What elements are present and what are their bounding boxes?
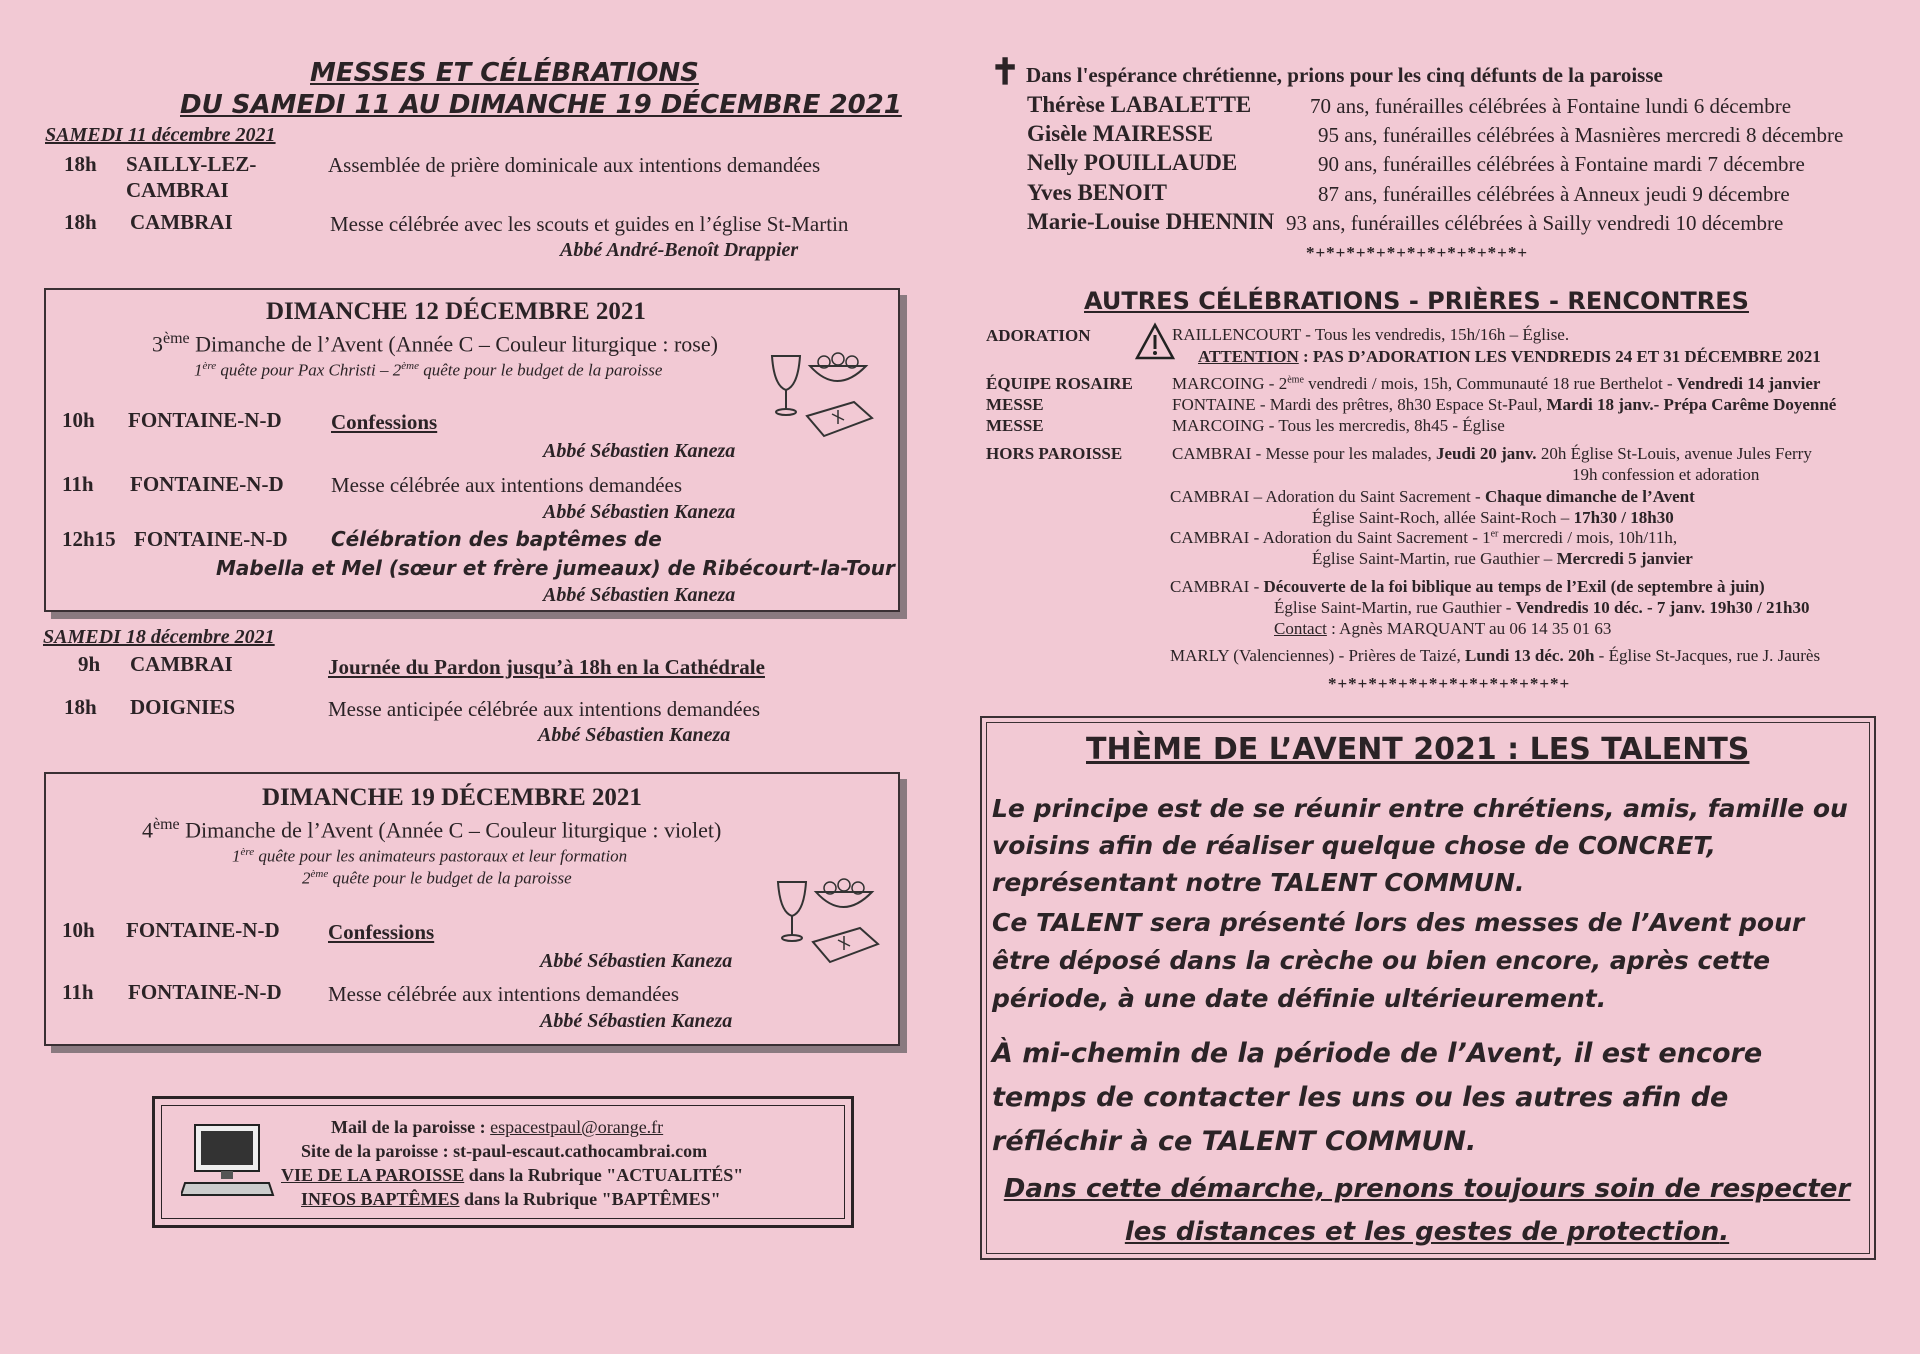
infos-line: INFOS BAPTÊMES dans la Rubrique "BAPTÊMES"	[301, 1189, 721, 1209]
box-subtitle: 3ème Dimanche de l’Avent (Année C – Couleur liturgique : rose)	[152, 330, 718, 357]
time: 9h	[78, 652, 101, 676]
deceased-info: 70 ans, funérailles célébrées à Fontaine lundi 6 décembre	[1310, 94, 1792, 118]
chalice-bread-bible-icon	[768, 872, 888, 972]
place: FONTAINE-N-D	[134, 527, 288, 551]
deceased-name: Nelly POUILLAUDE	[1027, 150, 1238, 175]
hors-line-4b: Église Saint-Martin, rue Gauthier - Vendredis 10 déc. - 7 janv. 19h30 / 21h30	[1274, 598, 1810, 617]
hors-line-2b: Église Saint-Roch, allée Saint-Roch – 17h30 / 18h30	[1312, 508, 1674, 527]
theme-paragraph-3: À mi-chemin de la période de l’Avent, il est encore temps de contacter les uns ou les autres afin de réfléchir à ce TALENT COMMUN.	[992, 1038, 1763, 1157]
deceased-info: 87 ans, funérailles célébrées à Anneux jeudi 9 décembre	[1318, 182, 1790, 206]
label-hors-paroisse: HORS PAROISSE	[986, 444, 1123, 463]
theme-paragraph-4: Dans cette démarche, prenons toujours soin de respecter les distances et les gestes de protection.	[1003, 1174, 1851, 1247]
hors-line-3: CAMBRAI - Adoration du Saint Sacrement - 1er mercredi / mois, 10h/11h,	[1170, 528, 1678, 547]
officiant: Abbé Sébastien Kaneza	[538, 724, 731, 746]
cross-icon: ✝	[990, 52, 1021, 92]
description: Journée du Pardon jusqu’à 18h en la Cathédrale	[328, 655, 765, 679]
place: CAMBRAI	[130, 652, 233, 676]
stars-divider: *+*+*+*+*+*+*+*+*+*+*+	[1306, 243, 1529, 262]
description: Messe célébrée aux intentions demandées	[328, 982, 680, 1006]
label-messe: MESSE	[986, 395, 1044, 414]
officiant: Abbé André-Benoît Drappier	[560, 239, 799, 261]
hors-line-4c: Contact : Agnès MARQUANT au 06 14 35 01 63	[1274, 619, 1612, 638]
info-box	[152, 1096, 854, 1228]
warning-icon	[1134, 322, 1176, 362]
description: Messe célébrée aux intentions demandées	[331, 473, 683, 497]
officiant: Abbé Sébastien Kaneza	[543, 501, 736, 523]
mail-link[interactable]: espacestpaul@orange.fr	[490, 1117, 664, 1137]
time: 10h	[62, 408, 95, 432]
deceased-name: Gisèle MAIRESSE	[1027, 121, 1213, 146]
site-line[interactable]: Site de la paroisse : st-paul-escaut.cathocambrai.com	[301, 1141, 708, 1161]
rosaire-line: MARCOING - 2ème vendredi / mois, 15h, Communauté 18 rue Berthelot - Vendredi 14 janvier	[1172, 374, 1821, 393]
heading-messes: MESSES ET CÉLÉBRATIONS	[310, 58, 699, 88]
hors-line-5: MARLY (Valenciennes) - Prières de Taizé, Lundi 13 déc. 20h - Église St-Jacques, rue J. Jaurès	[1170, 646, 1821, 665]
heading-dates: DU SAMEDI 11 AU DIMANCHE 19 DÉCEMBRE 2021	[180, 90, 902, 120]
stars-divider-2: *+*+*+*+*+*+*+*+*+*+*+*+	[1328, 674, 1571, 693]
place: FONTAINE-N-D	[126, 918, 280, 942]
messe-line-1: FONTAINE - Mardi des prêtres, 8h30 Espace St-Paul, Mardi 18 janv.- Prépa Carême Doyenné	[1172, 395, 1837, 414]
box-subtitle: 4ème Dimanche de l’Avent (Année C – Couleur liturgique : violet)	[142, 816, 722, 843]
time: 12h15	[62, 527, 116, 551]
deceased-intro: Dans l'espérance chrétienne, prions pour les cinq défunts de la paroisse	[1026, 63, 1663, 87]
officiant: Abbé Sébastien Kaneza	[540, 950, 733, 972]
time: 11h	[62, 980, 94, 1004]
date-samedi-11: SAMEDI 11 décembre 2021	[45, 124, 276, 146]
place: FONTAINE-N-D	[128, 408, 282, 432]
label-adoration: ADORATION	[986, 326, 1091, 345]
description: Messe célébrée avec les scouts et guides en l’église St-Martin	[330, 212, 849, 236]
officiant: Abbé Sébastien Kaneza	[543, 584, 736, 606]
time: 18h	[64, 695, 97, 719]
time: 11h	[62, 472, 94, 496]
place: SAILLY-LEZ-	[126, 152, 257, 176]
place: FONTAINE-N-D	[130, 472, 284, 496]
quete-line-1: 1ère quête pour les animateurs pastoraux et leur formation	[232, 846, 628, 866]
chalice-bread-bible-icon	[762, 346, 882, 446]
mail-line: Mail de la paroisse : espacestpaul@orange.fr	[331, 1117, 664, 1137]
theme-paragraph-1: Le principe est de se réunir entre chrétiens, amis, famille ou voisins afin de réaliser quelque chose de CONCRET, représentant notre TALENT COMMUN.	[992, 794, 1848, 897]
description: Célébration des baptêmes de	[331, 527, 662, 551]
place: CAMBRAI	[126, 178, 229, 202]
theme-box	[980, 716, 1876, 1260]
hors-line-2: CAMBRAI – Adoration du Saint Sacrement - Chaque dimanche de l’Avent	[1170, 487, 1695, 506]
deceased-info: 93 ans, funérailles célébrées à Sailly vendredi 10 décembre	[1286, 211, 1784, 235]
deceased-info: 95 ans, funérailles célébrées à Masnières mercredi 8 décembre	[1318, 123, 1844, 147]
messe-line-2: MARCOING - Tous les mercredis, 8h45 - Église	[1172, 416, 1505, 435]
place: DOIGNIES	[130, 695, 236, 719]
description-2: Mabella et Mel (sœur et frère jumeaux) de Ribécourt-la-Tour	[216, 556, 895, 580]
hors-line-1b: 19h confession et adoration	[1572, 465, 1760, 484]
autres-title: AUTRES CÉLÉBRATIONS - PRIÈRES - RENCONTRES	[1084, 287, 1749, 315]
time: 18h	[64, 152, 97, 176]
place: CAMBRAI	[130, 210, 233, 234]
hors-line-3b: Église Saint-Martin, rue Gauthier – Mercredi 5 janvier	[1312, 549, 1693, 568]
label-rosaire: ÉQUIPE ROSAIRE	[986, 374, 1133, 393]
deceased-name: Marie-Louise DHENNIN	[1027, 209, 1275, 234]
vie-line: VIE DE LA PAROISSE dans la Rubrique "ACTUALITÉS"	[281, 1165, 744, 1185]
officiant: Abbé Sébastien Kaneza	[543, 440, 736, 462]
description: Assemblée de prière dominicale aux intentions demandées	[328, 153, 821, 177]
time: 10h	[62, 918, 95, 942]
officiant: Abbé Sébastien Kaneza	[540, 1010, 733, 1032]
theme-paragraph-2: Ce TALENT sera présenté lors des messes de l’Avent pour être déposé dans la crèche ou bien encore, après cette période, à une date définie ultérieurement.	[992, 908, 1805, 1013]
place: FONTAINE-N-D	[128, 980, 282, 1004]
description: Confessions	[331, 410, 438, 434]
time: 18h	[64, 210, 97, 234]
deceased-name: Thérèse LABALETTE	[1027, 92, 1252, 117]
box-title: DIMANCHE 19 DÉCEMBRE 2021	[262, 784, 642, 811]
description: Confessions	[328, 920, 435, 944]
hors-line-1: CAMBRAI - Messe pour les malades, Jeudi 20 janv. 20h Église St-Louis, avenue Jules Ferry	[1172, 444, 1812, 463]
deceased-name: Yves BENOIT	[1027, 180, 1167, 205]
attention-line: ATTENTION : PAS D’ADORATION LES VENDREDIS 24 ET 31 DÉCEMBRE 2021	[1198, 347, 1821, 366]
quete-line: 1ère quête pour Pax Christi – 2ème quête pour le budget de la paroisse	[194, 360, 663, 380]
theme-title: THÈME DE L’AVENT 2021 : LES TALENTS	[1086, 732, 1750, 767]
adoration-line: RAILLENCOURT - Tous les vendredis, 15h/16h – Église.	[1172, 325, 1570, 344]
date-samedi-18: SAMEDI 18 décembre 2021	[43, 626, 275, 648]
box-title: DIMANCHE 12 DÉCEMBRE 2021	[266, 298, 646, 325]
computer-icon	[181, 1121, 277, 1205]
hors-line-4: CAMBRAI - Découverte de la foi biblique au temps de l’Exil (de septembre à juin)	[1170, 577, 1765, 596]
deceased-info: 90 ans, funérailles célébrées à Fontaine mardi 7 décembre	[1318, 152, 1805, 176]
quete-line-2: 2ème quête pour le budget de la paroisse	[302, 868, 572, 888]
description: Messe anticipée célébrée aux intentions demandées	[328, 697, 761, 721]
label-messe: MESSE	[986, 416, 1044, 435]
